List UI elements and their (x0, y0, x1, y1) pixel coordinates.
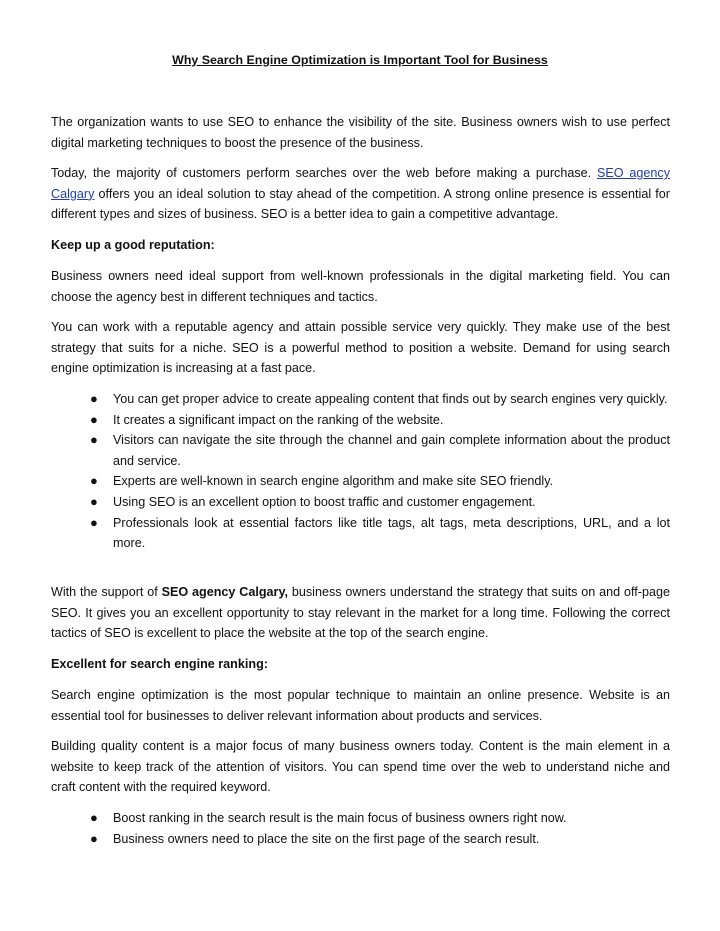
list-item (0, 410, 670, 431)
list-item-text: It creates a significant impact on the ranking of the website. (113, 412, 444, 427)
list-item-text: Using SEO is an excellent option to boost traffic and customer engagement. (113, 494, 536, 509)
bullet-icon: ● (90, 473, 98, 489)
support-paragraph-text-start: With the support of (51, 585, 162, 599)
bullet-icon: ● (90, 514, 98, 530)
content-paragraph: Building quality content is a major focus of many business owners today. Content is the main element in a website to keep track of the attention of visitors. You can spend time over the web to understand niche and craft content with the required keyword. (51, 739, 670, 795)
list-item (0, 430, 670, 471)
seo-agency-calgary-bold: SEO agency Calgary, (161, 585, 289, 599)
bullet-icon: ● (90, 810, 98, 825)
list-item (0, 513, 670, 554)
list-item-text: You can get proper advice to create appealing content that finds out by search engines very quickly. (113, 392, 668, 406)
bullet-icon: ● (90, 493, 98, 509)
bullet-icon: ● (90, 391, 98, 406)
heading-reputation: Keep up a good reputation: (51, 238, 215, 252)
support-paragraph-text-end: business owners understand the strategy that suits on and off-page SEO. It gives you an excellent opportunity to stay relevant in the market for a long time. Following the correct tactics of SEO is excellent to place the website at the top of the search engine. (51, 585, 670, 641)
agency-paragraph-text-end: offers you an ideal solution to stay ahead of the competition. A strong online presence is essential for different types and sizes of business. SEO is a better idea to gain a competitive advantage. (51, 186, 670, 222)
reputation-paragraph: Business owners need ideal support from well-known professionals in the digital marketing field. You can choose the agency best in different techniques and tactics. (51, 269, 670, 304)
benefits-list (0, 389, 720, 554)
list-item-text: Experts are well-known in search engine algorithm and make site SEO friendly. (113, 474, 554, 489)
list-item (0, 492, 670, 513)
agency-paragraph (51, 163, 670, 225)
document-title: Why Search Engine Optimization is Important Tool for Business (172, 53, 548, 67)
seo-technique-paragraph: Search engine optimization is the most popular technique to maintain an online presence. Website is an essential tool for businesses to deliver relevant information about products and services. (51, 688, 670, 723)
agency-work-paragraph: You can work with a reputable agency and attain possible service very quickly. They make use of the best strategy that suits for a niche. SEO is a powerful method to position a website. Demand for using search engine optimization is increasing at a fast pace. (51, 320, 670, 376)
list-item (0, 389, 670, 410)
list-item (0, 471, 670, 492)
intro-paragraph: The organization wants to use SEO to enhance the visibility of the site. Business owners wish to use perfect digital marketing techniques to boost the presence of the business. (51, 115, 670, 150)
heading-ranking: Excellent for search engine ranking: (51, 657, 268, 671)
bullet-icon: ● (90, 432, 98, 448)
bullet-icon: ● (90, 830, 98, 846)
list-item (0, 808, 670, 829)
agency-paragraph-text-start: Today, the majority of customers perform searches over the web before making a purchase. (51, 166, 597, 180)
list-item-text: Boost ranking in the search result is the main focus of business owners right now. (113, 811, 567, 825)
support-paragraph (51, 582, 670, 644)
list-item-text: Professionals look at essential factors like title tags, alt tags, meta descriptions, URL, and a lot more. (113, 515, 670, 551)
list-item-text: Business owners need to place the site on the first page of the search result. (113, 831, 540, 846)
bullet-icon: ● (90, 411, 98, 427)
list-item-text: Visitors can navigate the site through the channel and gain complete information about the product and service. (113, 433, 670, 468)
list-item (0, 829, 670, 850)
ranking-list (0, 808, 720, 849)
seo-agency-calgary-link[interactable]: SEO agency Calgary (51, 166, 670, 201)
